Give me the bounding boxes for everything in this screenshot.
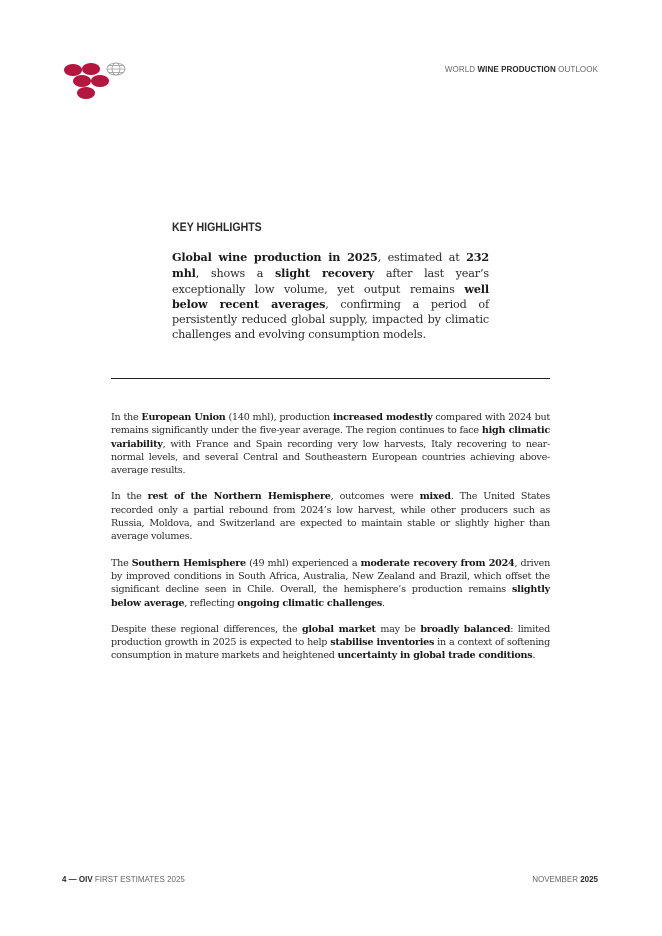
body-paragraph bbox=[111, 623, 550, 663]
emphasis-text: ongoing climatic challenges bbox=[237, 597, 383, 609]
text-run: , estimated at bbox=[377, 251, 467, 264]
emphasis-text: European Union bbox=[141, 412, 226, 423]
page-number: 4 bbox=[62, 875, 67, 884]
text-run: , outcomes were bbox=[330, 491, 420, 503]
body-paragraph bbox=[111, 411, 550, 477]
footer-right bbox=[532, 875, 598, 884]
footer-org: OIV bbox=[78, 875, 93, 884]
emphasis-text: 232 mhl bbox=[172, 250, 489, 280]
running-header bbox=[445, 65, 598, 74]
text-run: , confirming a period of persistently reduced global supply, impacted by climatic challenges and evolving consumption models. bbox=[172, 298, 489, 341]
text-run: (140 mhl), production bbox=[225, 412, 333, 423]
header-suffix: OUTLOOK bbox=[555, 65, 598, 74]
text-run: (49 mhl) experienced a bbox=[245, 557, 361, 569]
body-text bbox=[111, 411, 550, 676]
text-run: in a context of softening consumption in mature markets and heightened bbox=[111, 637, 551, 662]
text-run: , shows a bbox=[195, 266, 276, 280]
text-run: , with France and Spain recording very low harvests, Italy recovering to near-normal levels, and several Central and Southeastern European countries achieving above-average results. bbox=[111, 438, 550, 477]
emphasis-text: slightly below average bbox=[111, 584, 550, 609]
footer-doc-title: FIRST ESTIMATES 2025 bbox=[92, 875, 185, 884]
text-run: compared with 2024 but remains significantly under the five-year average. The region continues to face bbox=[111, 412, 550, 437]
section-divider bbox=[111, 378, 550, 379]
header-bold: WINE PRODUCTION bbox=[477, 65, 556, 74]
body-paragraph bbox=[111, 557, 550, 610]
header-prefix: WORLD bbox=[444, 65, 478, 74]
emphasis-text: global market bbox=[301, 623, 376, 635]
text-run: . bbox=[532, 650, 536, 662]
text-run: . The United States recorded only a partial rebound from 2024’s low harvest, while other producers such as Russia, Moldova, and Switzerland are expected to maintain stable or slightly higher than average volumes. bbox=[111, 491, 550, 543]
text-run: . bbox=[382, 597, 385, 609]
oiv-grape-logo-icon bbox=[62, 60, 128, 104]
footer-month: NOVEMBER bbox=[532, 875, 581, 884]
key-highlights-box bbox=[172, 222, 489, 343]
body-paragraph bbox=[111, 490, 550, 543]
text-run: : limited production growth in 2025 is expected to help bbox=[111, 623, 550, 649]
emphasis-text: Southern Hemisphere bbox=[131, 557, 246, 569]
emphasis-text: rest of the Northern Hemisphere bbox=[147, 491, 331, 503]
footer-year: 2025 bbox=[580, 875, 598, 884]
emphasis-text: slight recovery bbox=[275, 265, 375, 280]
emphasis-text: uncertainty in global trade conditions bbox=[337, 650, 533, 662]
key-highlights-heading: KEY HIGHLIGHTS bbox=[172, 222, 262, 234]
emphasis-text: well below recent averages bbox=[172, 281, 489, 312]
emphasis-text: broadly balanced bbox=[420, 623, 511, 635]
text-run: The bbox=[111, 557, 132, 569]
text-run: after last year’s exceptionally low volume, yet output remains bbox=[172, 266, 489, 296]
text-run: Despite these regional differences, the bbox=[111, 623, 302, 635]
emphasis-text: Global wine production in 2025 bbox=[172, 250, 378, 264]
emphasis-text: stabilise inventories bbox=[330, 637, 435, 649]
emphasis-text: increased modestly bbox=[332, 412, 433, 423]
text-run: In the bbox=[111, 412, 142, 423]
emphasis-text: high climatic variability bbox=[111, 425, 550, 450]
footer-dash: — bbox=[66, 875, 79, 884]
emphasis-text: mixed bbox=[419, 491, 451, 503]
footer-left bbox=[62, 875, 185, 884]
text-run: In the bbox=[111, 491, 148, 503]
text-run: , driven by improved conditions in South Africa, Australia, New Zealand and Brazil, which offset the significant decline seen in Chile. Overall, the hemisphere’s production remains bbox=[111, 557, 551, 596]
key-highlights-paragraph bbox=[172, 250, 489, 343]
text-run: may be bbox=[375, 623, 421, 635]
emphasis-text: moderate recovery from 2024 bbox=[360, 557, 515, 569]
text-run: , reflecting bbox=[184, 597, 238, 609]
